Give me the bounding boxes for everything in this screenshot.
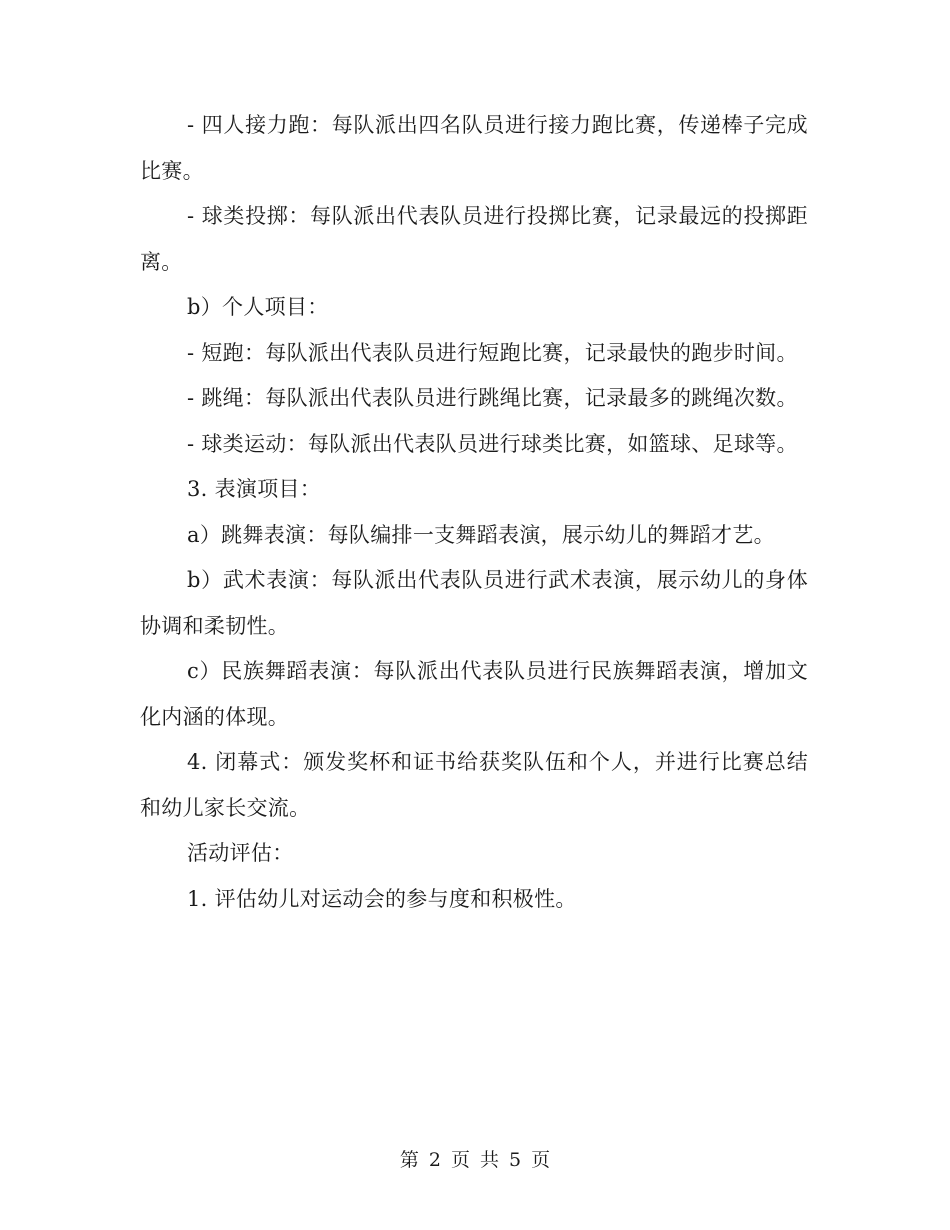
paragraph-sprint: - 短跑：每队派出代表队员进行短跑比赛，记录最快的跑步时间。 <box>187 340 798 365</box>
paragraph-ball-throw: - 球类投掷：每队派出代表队员进行投掷比赛，记录最远的投掷距离。 <box>140 204 808 274</box>
page-number-footer: 第 2 页 共 5 页 <box>399 1149 551 1171</box>
paragraph-individual-events: b）个人项目： <box>187 295 329 319</box>
paragraph-relay-race: - 四人接力跑：每队派出四名队员进行接力跑比赛，传递棒子完成比赛。 <box>140 113 808 183</box>
paragraph-martial-arts-show: b）武术表演：每队派出代表队员进行武术表演，展示幼儿的身体协调和柔韧性。 <box>140 568 808 638</box>
paragraph-ball-sports: - 球类运动：每队派出代表队员进行球类比赛，如篮球、足球等。 <box>187 431 798 456</box>
paragraph-evaluation-heading: 活动评估： <box>187 841 294 865</box>
document-body <box>140 103 808 922</box>
paragraph-closing-ceremony: 4. 闭幕式：颁发奖杯和证书给获奖队伍和个人，并进行比赛总结和幼儿家长交流。 <box>140 750 808 820</box>
paragraph-performance-items: 3. 表演项目： <box>187 477 322 501</box>
paragraph-evaluation-item-1: 1. 评估幼儿对运动会的参与度和积极性。 <box>187 886 577 911</box>
paragraph-folk-dance-show: c）民族舞蹈表演：每队派出代表队员进行民族舞蹈表演，增加文化内涵的体现。 <box>140 659 808 729</box>
paragraph-jump-rope: - 跳绳：每队派出代表队员进行跳绳比赛，记录最多的跳绳次数。 <box>187 386 798 410</box>
paragraph-dance-show: a）跳舞表演：每队编排一支舞蹈表演，展示幼儿的舞蹈才艺。 <box>187 522 775 547</box>
